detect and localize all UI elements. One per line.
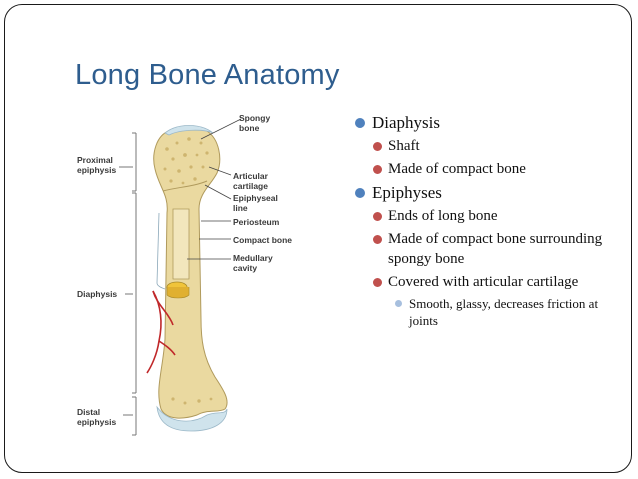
bullet-text: Made of compact bone surrounding spongy bone xyxy=(388,231,603,267)
label-articular-cartilage: Articular cartilage xyxy=(233,171,268,191)
bullet-compact-bone xyxy=(373,159,625,179)
label-medullary-cavity: Medullary cavity xyxy=(233,253,273,273)
bullet-smooth-glassy xyxy=(395,295,625,329)
bullet-icon xyxy=(373,165,382,174)
bullet-diaphysis xyxy=(355,112,625,133)
label-compact-bone: Compact bone xyxy=(233,235,293,245)
label-periosteum: Periosteum xyxy=(233,217,280,227)
label-distal-epiphysis: Distal epiphysis xyxy=(77,407,117,427)
bullet-epiphyses xyxy=(355,182,625,203)
slide xyxy=(4,4,632,473)
label-proximal-epiphysis: Proximal epiphysis xyxy=(77,155,117,175)
bullet-ends xyxy=(373,206,625,226)
bullet-text: Diaphysis xyxy=(372,113,440,132)
bullet-text: Smooth, glassy, decreases friction at joints xyxy=(409,296,599,328)
bullet-articular-cartilage xyxy=(373,272,625,292)
bullet-icon xyxy=(373,142,382,151)
bullet-icon xyxy=(373,278,382,287)
label-diaphysis: Diaphysis xyxy=(77,289,118,299)
bullet-text: Epiphyses xyxy=(372,183,442,202)
bullet-icon xyxy=(355,118,365,128)
label-spongy-bone: Spongy bone xyxy=(239,113,271,133)
bullet-text: Ends of long bone xyxy=(388,208,498,224)
bullet-text: Made of compact bone xyxy=(388,161,526,177)
slide-title: Long Bone Anatomy xyxy=(75,59,340,91)
bullet-list xyxy=(355,112,625,329)
bullet-shaft xyxy=(373,136,625,156)
bullet-icon xyxy=(395,300,402,307)
bullet-icon xyxy=(373,212,382,221)
long-bone-figure xyxy=(73,109,341,449)
bullet-icon xyxy=(373,235,382,244)
bullet-text: Shaft xyxy=(388,138,420,154)
bullet-text: Covered with articular cartilage xyxy=(388,274,579,290)
bullet-compact-spongy xyxy=(373,229,625,269)
label-epiphyseal-line: Epiphyseal line xyxy=(233,193,278,213)
bullet-icon xyxy=(355,188,365,198)
